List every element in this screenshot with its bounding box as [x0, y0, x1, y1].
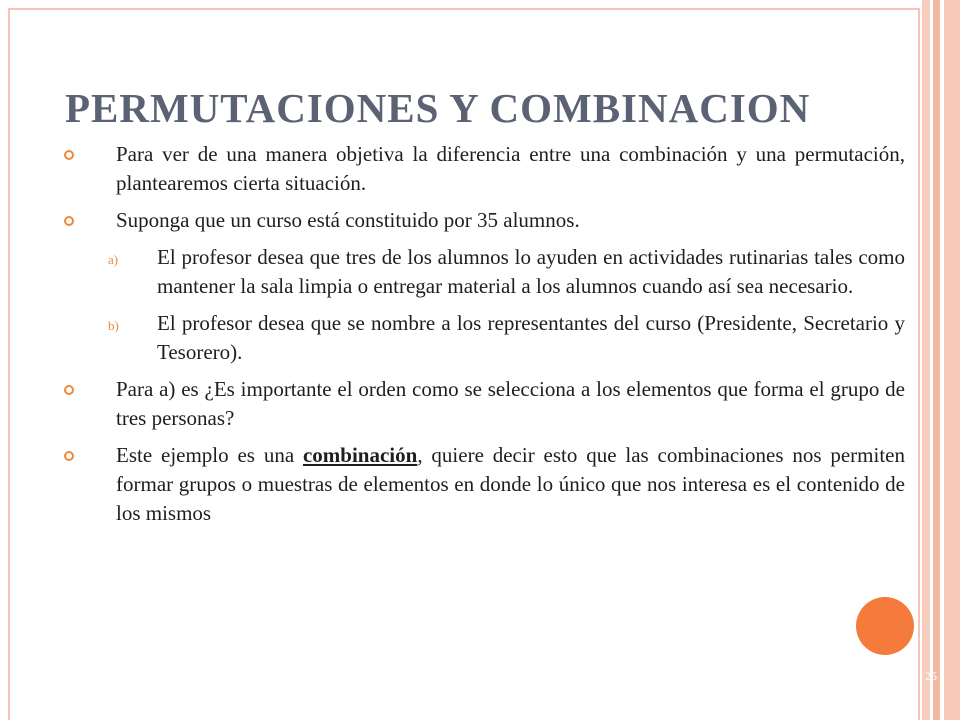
bullet-circle-icon: [64, 150, 74, 160]
sub-label: b): [108, 318, 119, 333]
bullet-item: [60, 206, 905, 235]
page-number: 25: [925, 669, 937, 683]
sub-text: El profesor desea que tres de los alumnos lo ayuden en actividades rutinarias tales como mantener la sala limpia o entregar material a los alumnos cuando así sea necesario.: [157, 245, 905, 298]
decor-strip-1: [922, 0, 930, 720]
sub-item-b: [60, 309, 905, 367]
bullet-circle-icon: [64, 385, 74, 395]
bullet-text: Suponga que un curso está constituido por 35 alumnos.: [116, 208, 580, 232]
slide-content: [60, 140, 905, 536]
bullet-circle-icon: [64, 451, 74, 461]
slide-title: PERMUTACIONES Y COMBINACION: [65, 85, 811, 131]
sub-text: El profesor desea que se nombre a los representantes del curso (Presidente, Secretario y Tesorero).: [157, 311, 905, 364]
bullet-text-pre: Este ejemplo es una: [116, 443, 303, 467]
bullet-text: Para ver de una manera objetiva la diferencia entre una combinación y una permutación, plantearemos cierta situación.: [116, 142, 905, 195]
bullet-item: [60, 441, 905, 528]
decor-strip-3: [944, 0, 960, 720]
key-term: combinación: [302, 443, 418, 467]
sub-label: a): [108, 252, 119, 267]
decor-orange-circle: [856, 597, 914, 655]
bullet-text-post: , quiere decir esto que las combinaciones nos permiten formar grupos o muestras de elementos en donde lo único que nos interesa es el contenido de los mismos: [116, 443, 905, 525]
bullet-item: [60, 140, 905, 198]
decor-strip-2: [933, 0, 940, 720]
bullet-circle-icon: [64, 216, 74, 226]
bullet-item: [60, 375, 905, 433]
sub-item-a: [60, 243, 905, 301]
bullet-text: Para a) es ¿Es importante el orden como se selecciona a los elementos que forma el grupo de tres personas?: [116, 377, 905, 430]
